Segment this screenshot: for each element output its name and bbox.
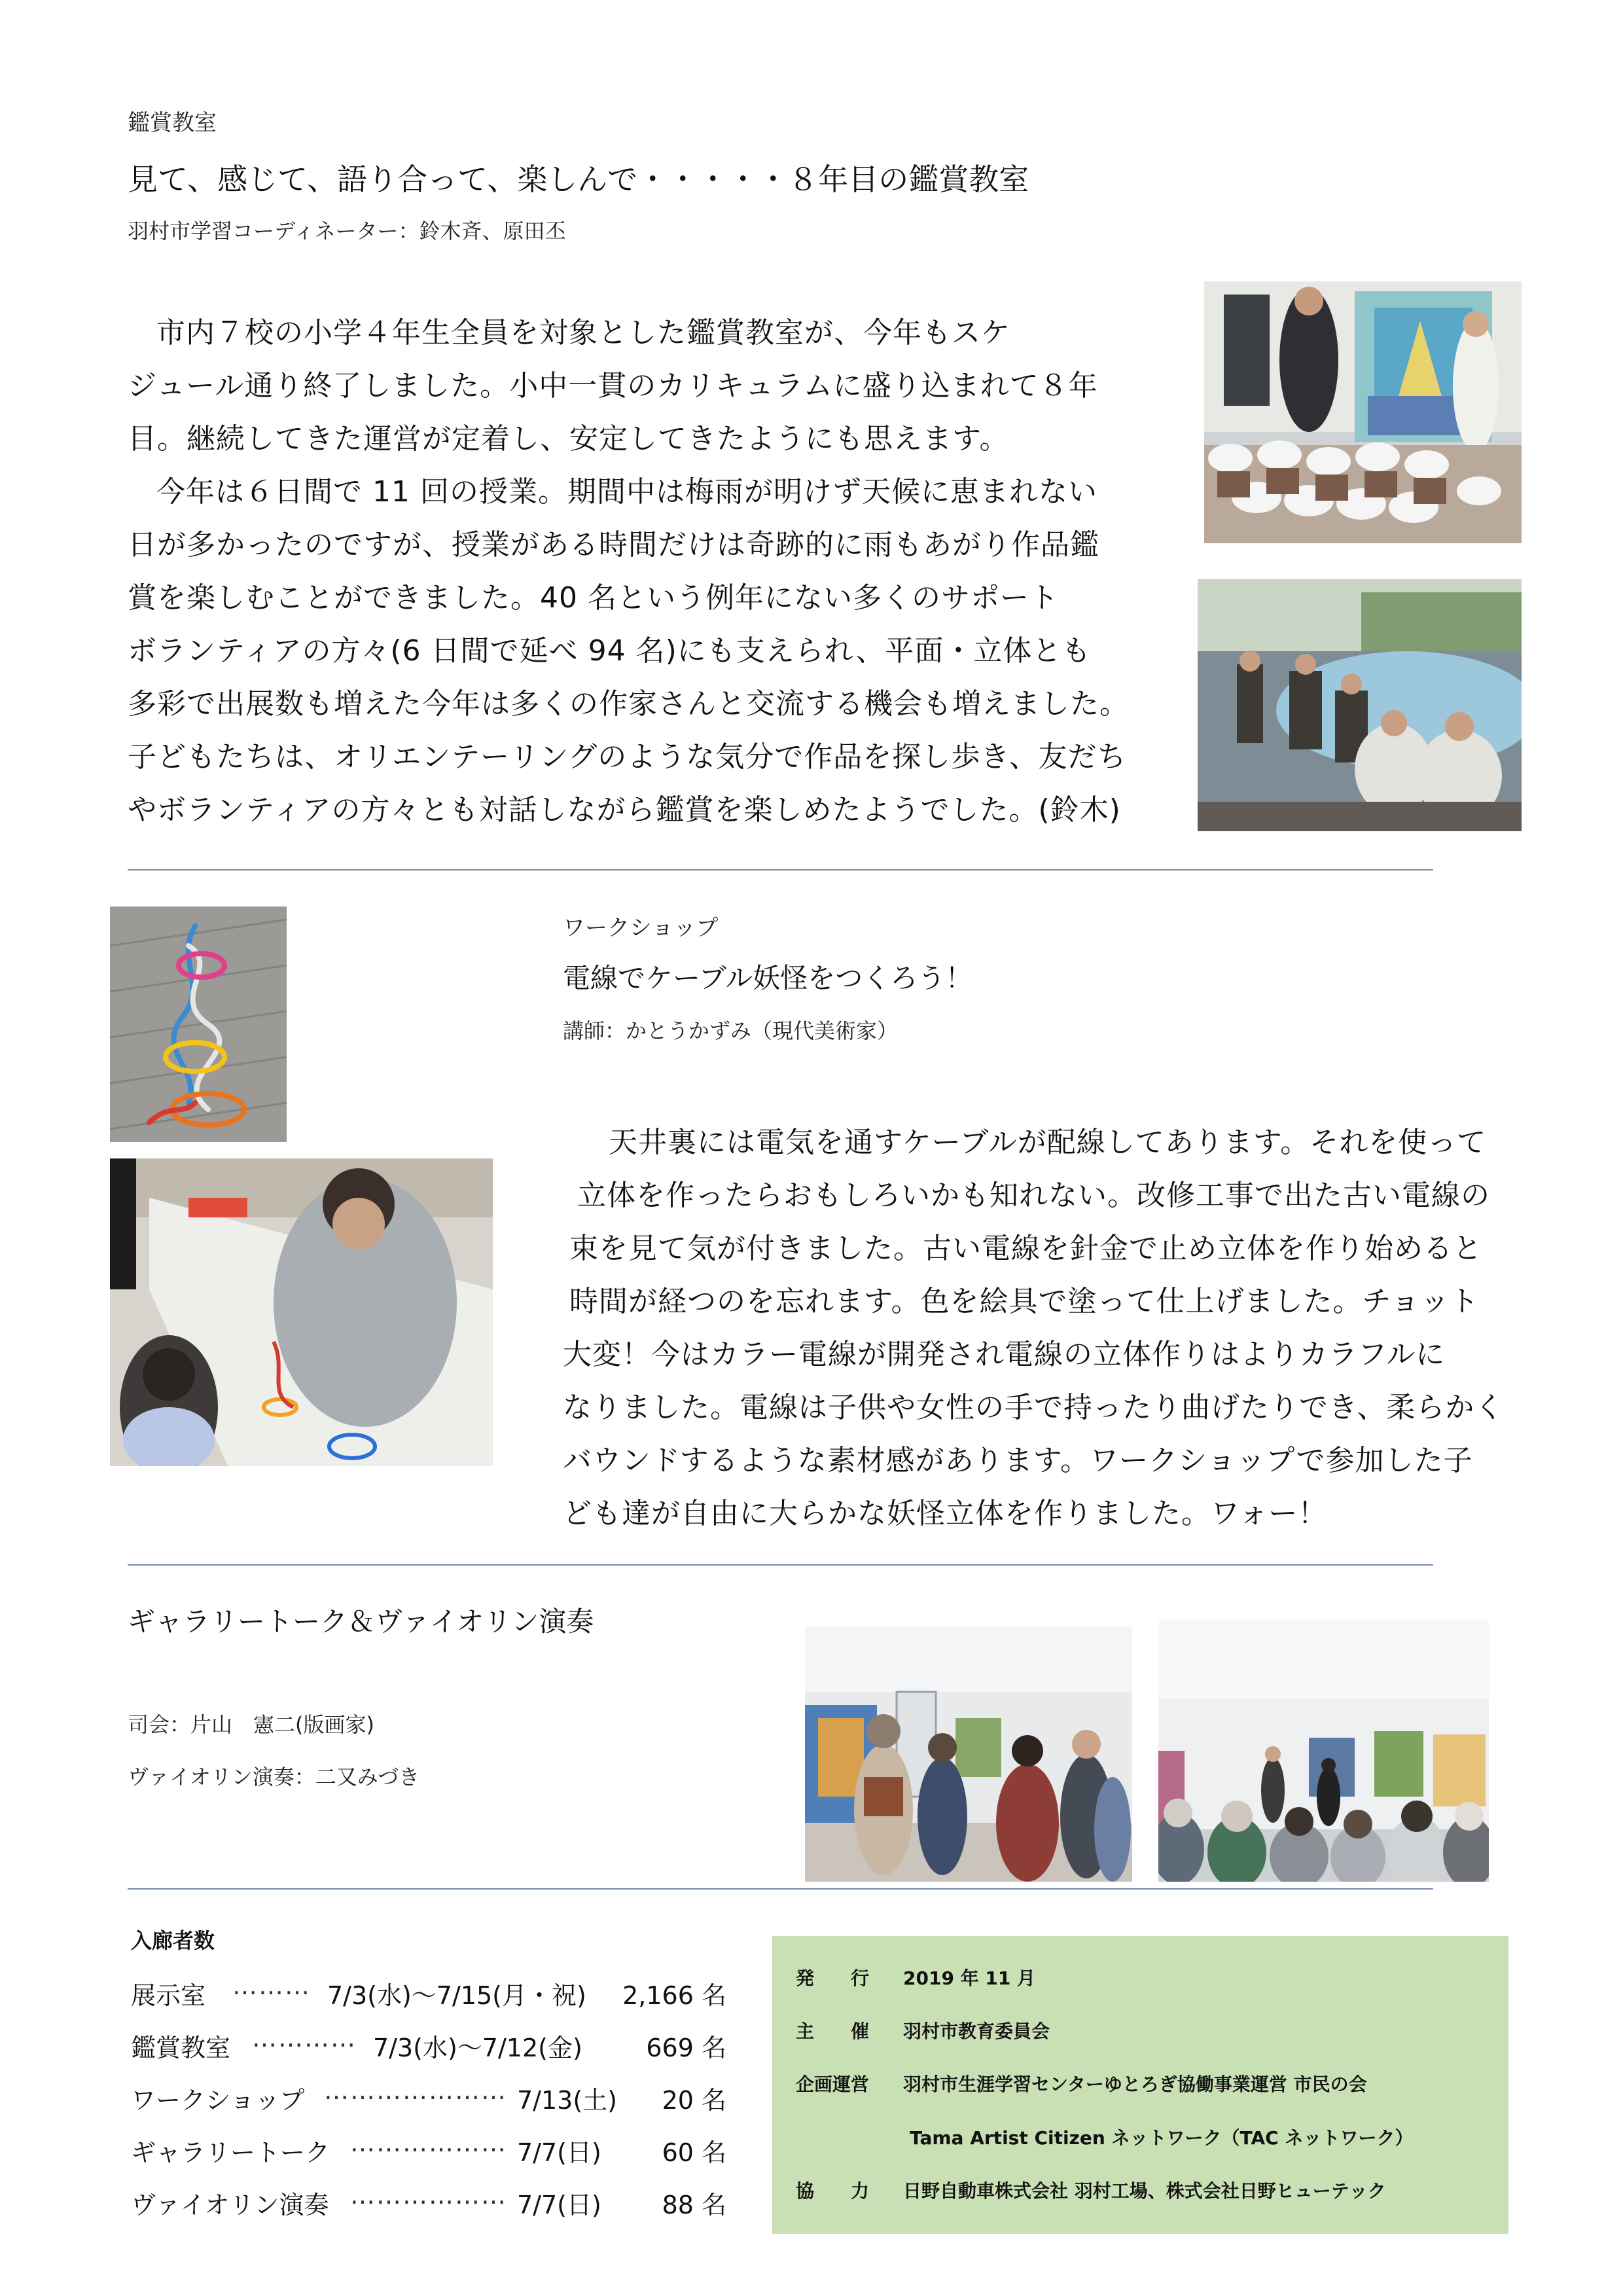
appreciation-line: 賞を楽しむことができました。40 名という例年にない多くのサポート <box>128 581 1059 615</box>
divider-1 <box>128 869 1433 870</box>
attendance-row <box>131 2076 733 2119</box>
attendance-dots: ………… <box>252 2024 357 2053</box>
attendance-date: 7/13(土) <box>517 2086 617 2115</box>
appreciation-line: 目。継続してきた運営が定着し、安定してきたようにも思えます。 <box>128 422 1009 456</box>
gallery-title: ギャラリートーク＆ヴァイオリン演奏 <box>128 1605 594 1638</box>
publisher-row <box>772 1964 1508 1997</box>
appreciation-label: 鑑賞教室 <box>128 110 217 136</box>
attendance-count: 669 名 <box>646 2034 726 2062</box>
appreciation-line: 日が多かったのですが、授業がある時間だけは奇跡的に雨もあがり作品鑑 <box>128 528 1099 562</box>
appreciation-kids-photo <box>1198 579 1522 831</box>
appreciation-body <box>128 306 1175 836</box>
attendance-date: 7/7(日) <box>517 2138 601 2167</box>
workshop-line: 天井裏には電気を通すケーブルが配線してあります。それを使って <box>609 1126 1487 1159</box>
publisher-value: 日野自動車株式会社 羽村工場、株式会社日野ヒューテック <box>903 2180 1386 2202</box>
appreciation-line: 今年は６日間で 11 回の授業。期間中は梅雨が明けず天候に恵まれない <box>156 475 1097 509</box>
publisher-row <box>772 2177 1508 2210</box>
publisher-row <box>772 2070 1508 2103</box>
publisher-box <box>772 1936 1508 2234</box>
divider-3 <box>128 1888 1433 1890</box>
workshop-line: 立体を作ったらおもしろいかも知れない。改修工事で出た古い電線の <box>577 1179 1490 1212</box>
attendance-date: 7/7(日) <box>517 2191 601 2219</box>
publisher-value: 2019 年 11 月 <box>903 1967 1036 1989</box>
attendance-row <box>131 2024 733 2067</box>
gallery-host: 司会：片山 憲二(版画家) <box>128 1712 374 1737</box>
publisher-value: 羽村市生涯学習センターゆとろぎ協働事業運営 市民の会 <box>903 2073 1367 2095</box>
attendance-row <box>131 1971 733 2015</box>
appreciation-title: 見て、感じて、語り合って、楽しんで・・・・・８年目の鑑賞教室 <box>128 162 1029 197</box>
publisher-key: 発 行 <box>796 1967 870 1989</box>
publisher-row <box>772 2124 1508 2157</box>
attendance-date: 7/3(水)～7/12(金) <box>373 2034 582 2062</box>
attendance-name: ワークショップ <box>131 2086 305 2115</box>
publisher-key: 協 力 <box>796 2180 870 2202</box>
workshop-line: ども達が自由に大らかな妖怪立体を作りました。ワォー！ <box>563 1497 1328 1530</box>
appreciation-credit: 羽村市学習コーディネーター：鈴木斉、原田丕 <box>128 219 566 243</box>
attendance-name: ギャラリートーク <box>131 2138 330 2167</box>
gallery-violin: ヴァイオリン演奏：二又みづき <box>128 1765 420 1789</box>
workshop-line: 大変！今はカラー電線が開発され電線の立体作りはよりカラフルに <box>563 1338 1446 1371</box>
publisher-key: 企画運営 <box>796 2073 870 2095</box>
attendance-name: 鑑賞教室 <box>131 2034 231 2062</box>
appreciation-line: 市内７校の小学４年生全員を対象とした鑑賞教室が、今年もスケ <box>156 316 1010 350</box>
attendance-date: 7/3(水)～7/15(月・祝) <box>327 1981 586 2010</box>
workshop-credit: 講師：かとうかずみ（現代美術家） <box>563 1018 899 1043</box>
appreciation-class-photo <box>1204 281 1522 543</box>
publisher-key: 主 催 <box>796 2020 870 2042</box>
appreciation-line: ボランティアの方々(6 日間で延べ 94 名)にも支えられ、平面・立体とも <box>128 634 1092 668</box>
attendance-name: 展示室 <box>131 1981 206 2010</box>
attendance-dots: ……………… <box>350 2128 507 2157</box>
appreciation-line: 多彩で出展数も増えた今年は多くの作家さんと交流する機会も増えました。 <box>128 687 1129 721</box>
attendance-row <box>131 2181 733 2224</box>
attendance-count: 2,166 名 <box>622 1981 726 2010</box>
publisher-row <box>772 2017 1508 2050</box>
attendance-dots: ……………… <box>350 2181 507 2210</box>
attendance-row <box>131 2128 733 2172</box>
workshop-line: バウンドするような素材感があります。ワークショップで参加した子 <box>563 1444 1473 1477</box>
workshop-label: ワークショップ <box>563 915 719 941</box>
workshop-line: なりました。電線は子供や女性の手で持ったり曲げたりでき、柔らかく <box>563 1391 1505 1424</box>
workshop-line: 時間が経つのを忘れます。色を絵具で塗って仕上げました。チョット <box>569 1285 1480 1318</box>
workshop-table-photo <box>110 1158 493 1466</box>
divider-2 <box>128 1564 1433 1566</box>
workshop-body <box>563 1116 1505 1540</box>
attendance-count: 20 名 <box>662 2086 726 2115</box>
attendance-count: 88 名 <box>662 2191 726 2219</box>
appreciation-line: やボランティアの方々とも対話しながら鑑賞を楽しめたようでした。(鈴木) <box>128 793 1121 827</box>
attendance-name: ヴァイオリン演奏 <box>131 2191 329 2219</box>
publisher-value: 羽村市教育委員会 <box>903 2020 1050 2042</box>
appreciation-line: ジュール通り終了しました。小中一貫のカリキュラムに盛り込まれて８年 <box>128 369 1098 403</box>
publisher-value: Tama Artist Citizen ネットワーク（TAC ネットワーク） <box>910 2127 1414 2149</box>
appreciation-line: 子どもたちは、オリエンテーリングのような気分で作品を探し歩き、友だち <box>128 740 1127 774</box>
gallery-talk-photo <box>805 1626 1132 1882</box>
attendance-title: 入廊者数 <box>131 1928 215 1953</box>
workshop-title: 電線でケーブル妖怪をつくろう！ <box>563 962 973 994</box>
cable-sculpture-photo <box>110 906 287 1142</box>
violin-performance-photo <box>1158 1620 1489 1882</box>
attendance-dots: ……… <box>232 1971 311 2000</box>
attendance-dots: ………………… <box>324 2076 507 2105</box>
workshop-line: 束を見て気が付きました。古い電線を針金で止め立体を作り始めると <box>569 1232 1482 1265</box>
attendance-count: 60 名 <box>662 2138 726 2167</box>
